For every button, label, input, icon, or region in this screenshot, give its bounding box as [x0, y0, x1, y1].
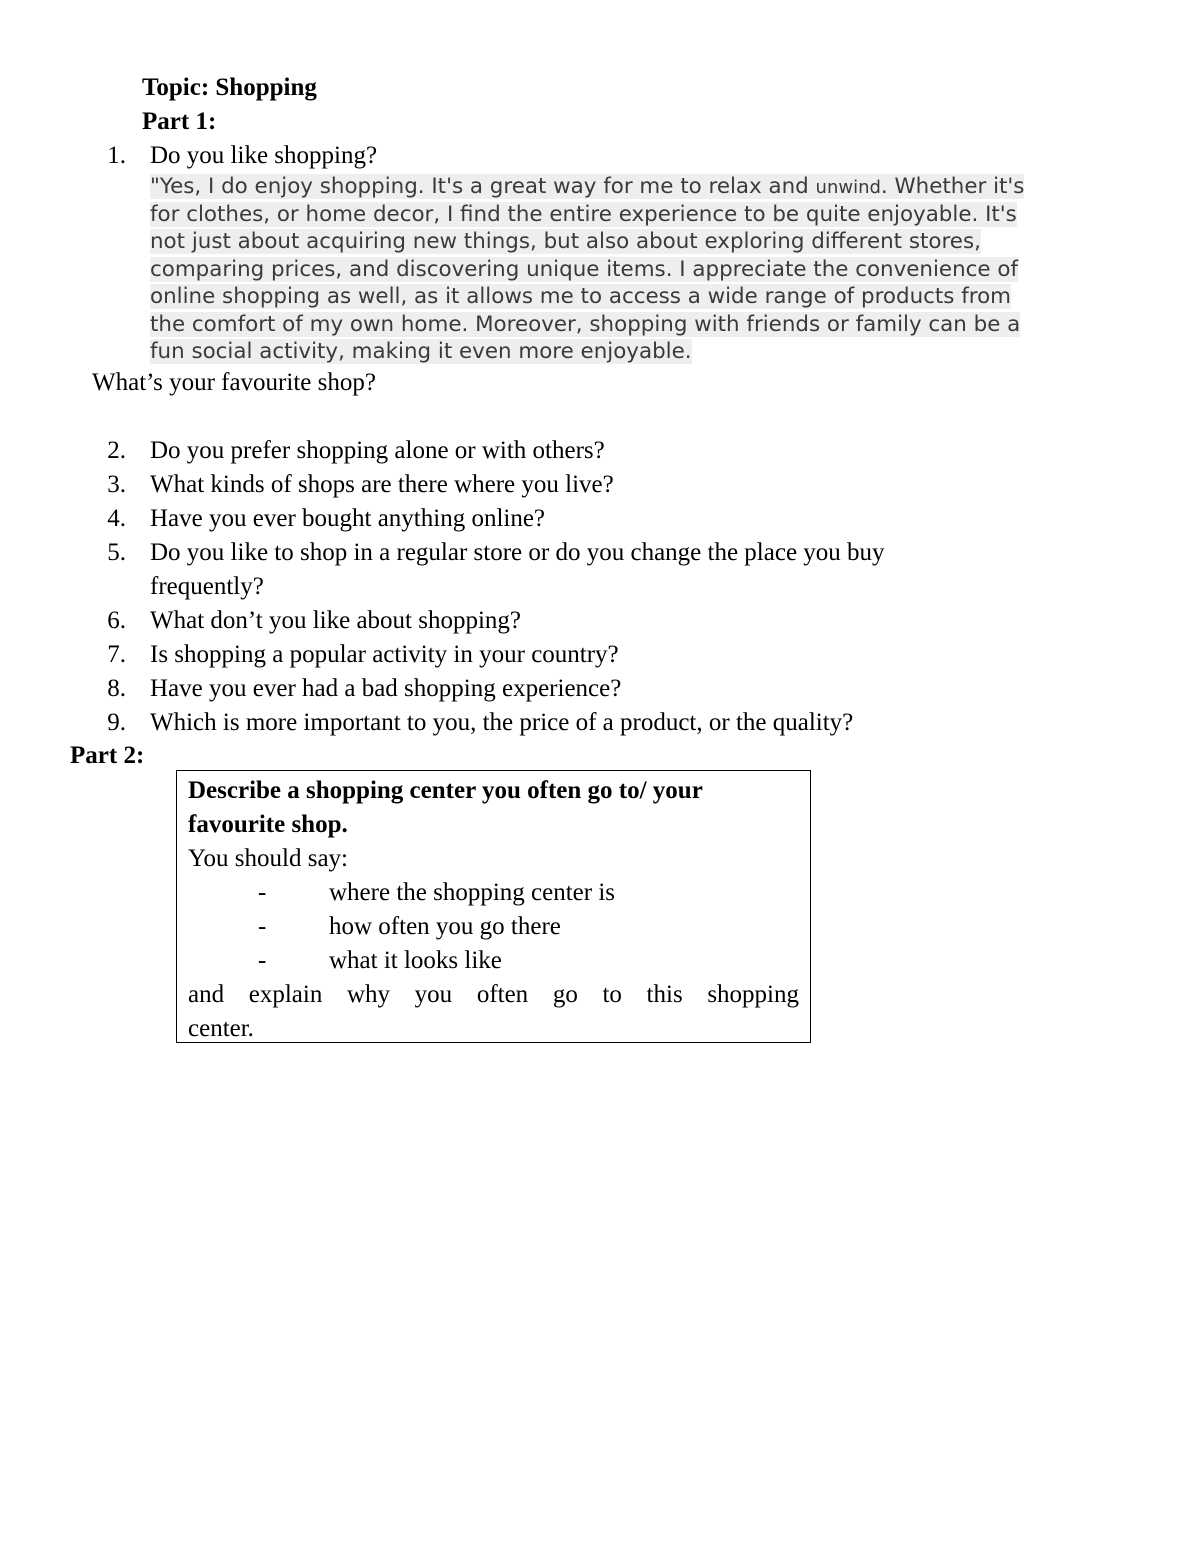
question-number: 9.	[107, 709, 126, 736]
question-text: Do you like to shop in a regular store or do you change the place you buy	[150, 539, 885, 566]
answer-text: unwind	[815, 177, 881, 198]
question-text: What kinds of shops are there where you live?	[150, 471, 614, 498]
answer-text: not just about acquiring new things, but also about exploring different stores,	[150, 229, 981, 254]
question-number: 6.	[107, 607, 126, 634]
cue-card-prompt: You should say:	[188, 845, 348, 872]
answer-text: . Whether it's	[880, 174, 1025, 199]
cue-card-bullet	[188, 944, 799, 978]
cue-card-bullet	[188, 876, 799, 910]
bullet-dash: -	[258, 913, 267, 940]
cue-card-title: Describe a shopping center you often go to/ your	[188, 777, 703, 804]
bullet-text: what it looks like	[329, 947, 502, 974]
question-text: Do you like shopping?	[150, 142, 378, 169]
question-text: What don’t you like about shopping?	[150, 607, 522, 634]
answer-line	[150, 338, 1125, 366]
question-number: 8.	[107, 675, 126, 702]
favourite-shop-question: What’s your favourite shop?	[92, 369, 376, 396]
answer-text: online shopping as well, as it allows me to access a wide range of products from	[150, 284, 1012, 309]
sample-answer	[150, 173, 1125, 366]
question-number: 2.	[107, 437, 126, 464]
bullet-dash: -	[258, 947, 267, 974]
question-text: Have you ever had a bad shopping experience?	[150, 675, 622, 702]
cue-card-closing: and explain why you often go to this shopping	[188, 981, 799, 1008]
question-number: 7.	[107, 641, 126, 668]
answer-text: comparing prices, and discovering unique items. I appreciate the convenience of	[150, 256, 1018, 282]
question-number: 4.	[107, 505, 126, 532]
question-continuation: frequently?	[150, 573, 264, 600]
question-number: 5.	[107, 539, 126, 566]
topic-heading: Topic: Shopping	[142, 74, 317, 101]
answer-line	[150, 283, 1125, 311]
cue-card	[176, 770, 811, 1043]
cue-card-closing: center.	[188, 1015, 254, 1042]
answer-line	[150, 256, 1125, 284]
bullet-dash: -	[258, 879, 267, 906]
cue-card-title: favourite shop.	[188, 811, 348, 838]
question-text: Do you prefer shopping alone or with others?	[150, 437, 605, 464]
question-text: Which is more important to you, the price of a product, or the quality?	[150, 709, 854, 736]
question-number: 1.	[107, 142, 126, 169]
part1-heading: Part 1:	[142, 108, 217, 135]
answer-line	[150, 311, 1125, 339]
answer-line	[150, 173, 1125, 201]
bullet-text: how often you go there	[329, 913, 561, 940]
question-number: 3.	[107, 471, 126, 498]
bullet-text: where the shopping center is	[329, 879, 616, 906]
question-text: Is shopping a popular activity in your country?	[150, 641, 619, 668]
answer-line	[150, 201, 1125, 229]
answer-text: for clothes, or home decor, I find the entire experience to be quite enjoyable. It's	[150, 201, 1017, 227]
question-text: Have you ever bought anything online?	[150, 505, 546, 532]
answer-line	[150, 228, 1125, 256]
answer-text: "Yes, I do enjoy shopping. It's a great way for me to relax and	[150, 174, 816, 199]
answer-text: the comfort of my own home. Moreover, shopping with friends or family can be a	[150, 311, 1021, 337]
answer-text: fun social activity, making it even more enjoyable.	[150, 339, 692, 364]
cue-card-bullet	[188, 910, 799, 944]
part2-heading: Part 2:	[70, 742, 145, 769]
